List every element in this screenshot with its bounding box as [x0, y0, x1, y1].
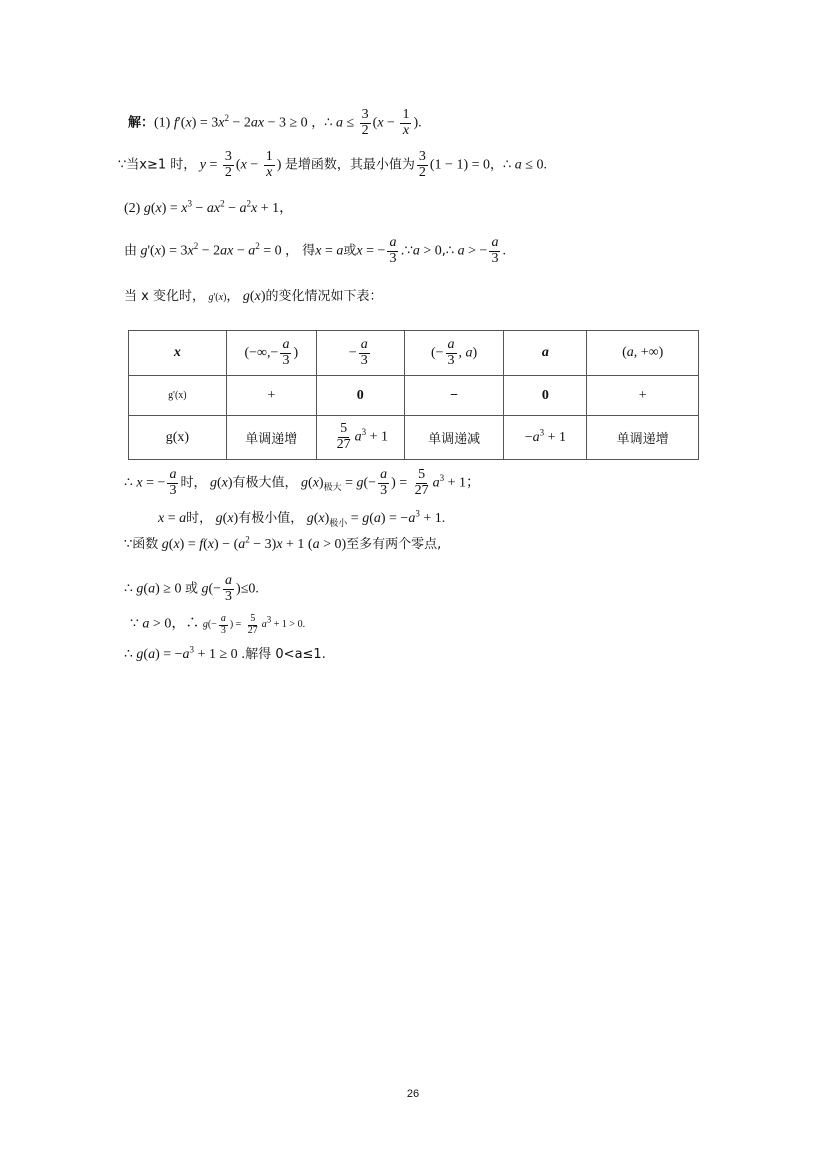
line-part1: 解：(1) $f'(x) = 3x^2 - 2ax - 3 \ge 0$ ，∴ a ≤ $\frac{3}{2}$ (x − $\frac{1}{x}$ ). [128, 107, 422, 138]
row-label-derivative: g'(x) [129, 376, 227, 416]
interval-5: (a, +∞) [587, 331, 699, 376]
line-part1-monotonic: ∵当x≥1 时， y = $\frac{3}{2}$ (x − $\frac{1}{x}$ ) 是增函数，其最小值为 $\frac{3}{2}$ (1 − 1) = 0，∴ a ≤ 0. [118, 149, 547, 180]
row-label-x: x [129, 331, 227, 376]
sign-2: 0 [316, 376, 404, 416]
line-final: ∴ $g(a) = -a^3 + 1 \ge 0$ .解得 0<a≤1. [124, 644, 326, 662]
line-table-intro: 当 x 变化时， g'(x)， g(x)的变化情况如下表： [124, 289, 383, 304]
table-row-x [129, 331, 699, 376]
table-row-function [129, 416, 699, 460]
variation-table [128, 330, 699, 460]
page-number: 26 [406, 1088, 420, 1100]
therefore-text: ，∴ [311, 115, 333, 131]
line-zeros: ∵函数 $g(x) = f(x) - (a^2 - 3)x + 1$ (a > 0)至多有两个零点, [124, 534, 442, 552]
behavior-2: $\frac{5}{27}$ $a^3 + 1$ [316, 416, 404, 460]
interval-2: − $\frac{a}{3}$ [316, 331, 404, 376]
line-condition: ∴ g(a) ≥ 0 或 g(− $\frac{a}{3}$ )≤0. [124, 573, 259, 604]
behavior-3: 单调递减 [404, 416, 504, 460]
interval-3: (− $\frac{a}{3}$ , a) [404, 331, 504, 376]
interval-1: (−∞,− $\frac{a}{3}$ ) [226, 331, 316, 376]
row-label-function: g(x) [129, 416, 227, 460]
part1-prefix: (1) [154, 115, 171, 131]
sign-3: − [404, 376, 504, 416]
table-row-derivative [129, 376, 699, 416]
behavior-1: 单调递增 [226, 416, 316, 460]
sign-5: + [587, 376, 699, 416]
solution-label: 解： [128, 115, 155, 131]
line-part2-derivative: 由 $g'(x) = 3x^2 - 2ax - a^2 = 0$ ， 得x = a或x = − $\frac{a}{3}$ .∵a > 0,∴ a > − $\frac{a}{3}$ . [124, 235, 506, 266]
line-maximum: ∴ x = − $\frac{a}{3}$ 时， g(x)有极大值， $g(x)_{极大} = g(-$ $\frac{a}{3}$ ) = $\frac{5}{27}$ $a^3 + 1$； [124, 467, 481, 498]
behavior-5: 单调递增 [587, 416, 699, 460]
line-minimum: x = a时， g(x)有极小值， $g(x)_{极小} = g(a) = -a^3 + 1$. [158, 508, 446, 529]
interval-4: a [504, 331, 587, 376]
sign-1: + [226, 376, 316, 416]
line-check: ∵ a > 0，∴ g(− $\frac{a}{3}$ ) = $\frac{5}{27}$ $a^3 + 1 > 0$. [130, 613, 306, 636]
line-part2-def: (2) $g(x) = x^3 - ax^2 - a^2x + 1$， [124, 198, 294, 216]
sign-4: 0 [504, 376, 587, 416]
because-text: ∵当 [118, 157, 140, 173]
behavior-4: $-a^3 + 1$ [504, 416, 587, 460]
